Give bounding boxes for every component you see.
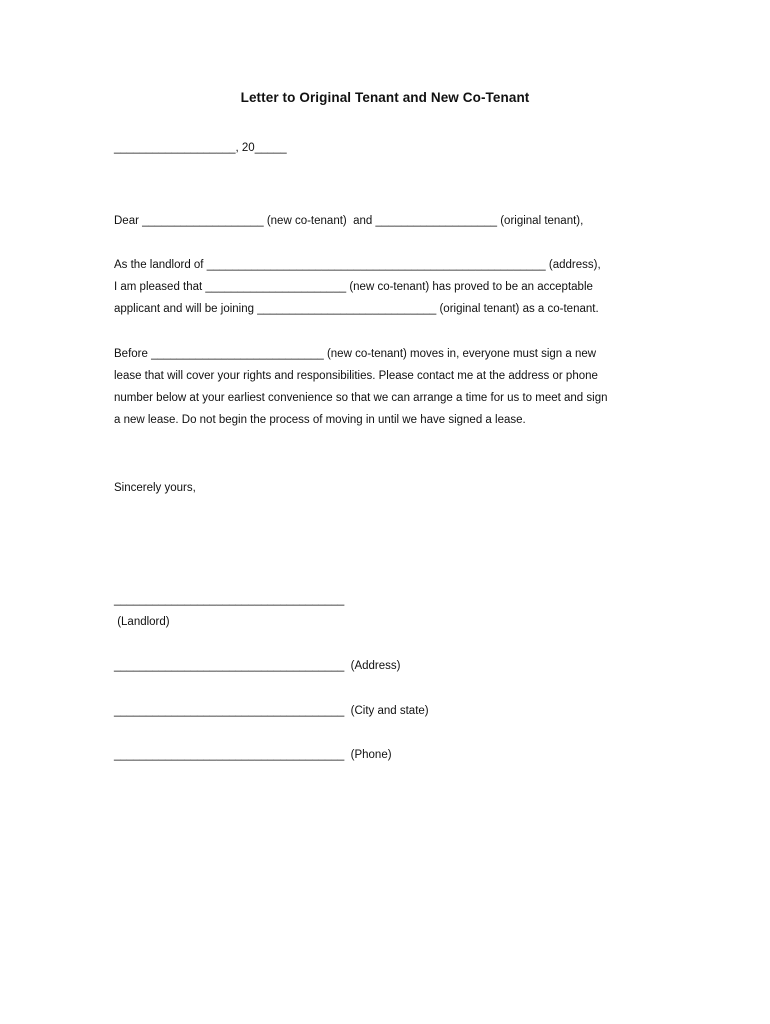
paragraph2-line2: lease that will cover your rights and responsibilities. Please contact me at the address or phone	[114, 370, 598, 382]
phone-line: ____________________________________ (Phone)	[114, 749, 392, 761]
document-title: Letter to Original Tenant and New Co-Tenant	[240, 90, 530, 105]
paragraph2-line4: a new lease. Do not begin the process of moving in until we have signed a lease.	[114, 414, 526, 426]
paragraph1-line2: I am pleased that ______________________ (new co-tenant) has proved to be an acceptable	[114, 281, 593, 293]
address-line: ____________________________________ (Address)	[114, 660, 401, 672]
landlord-signature-line: ____________________________________	[114, 594, 345, 606]
paragraph2-line1: Before ___________________________ (new co-tenant) moves in, everyone must sign a new	[114, 348, 597, 360]
salutation: Dear ___________________ (new co-tenant) and ___________________ (original tenant),	[114, 215, 584, 227]
closing: Sincerely yours,	[114, 482, 196, 494]
paragraph2-line3: number below at your earliest convenience so that we can arrange a time for us to meet and sign	[114, 392, 608, 404]
city-state-line: ____________________________________ (City and state)	[114, 705, 429, 717]
paragraph1-line3: applicant and will be joining ____________________________ (original tenant) as a co-tenant.	[114, 303, 599, 315]
paragraph1-line1: As the landlord of _____________________________________________________ (address),	[114, 259, 601, 271]
date-line: ___________________, 20_____	[114, 142, 287, 154]
landlord-label: (Landlord)	[114, 616, 170, 628]
